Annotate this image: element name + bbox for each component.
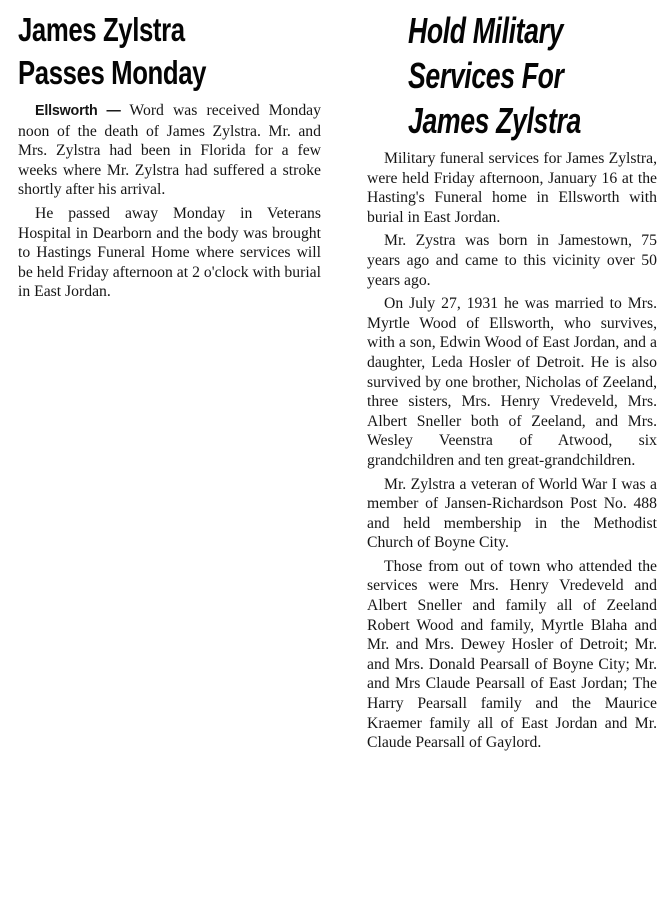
- left-headline: [18, 8, 252, 94]
- right-paragraph-4: Mr. Zylstra a veteran of World War I was a member of Jansen-Richardson Post No. 488 and held membership in the Methodist Church of Boyne City.: [367, 475, 657, 552]
- right-paragraph-5: Those from out of town who attended the services were Mrs. Henry Vredeveld and Albert Sneller and family all of Zeeland Robert Wood and family, Myrtle Blaha and Mr. and Mrs. Dewey Hosler of Detroit; Mr. and Mrs. Donald Pearsall of Boyne City; Mr. and Mrs Claude Pearsall of East Jordan; The Harry Pearsall family and the Maurice Kraemer family all of East Jordan and Mr. Claude Pearsall of Gaylord.: [367, 557, 657, 752]
- right-article-body: [367, 149, 657, 753]
- right-paragraph-2: Mr. Zystra was born in Jamestown, 75 years ago and came to this vicinity over 50 years ago.: [367, 232, 657, 289]
- right-paragraph-3: On July 27, 1931 he was married to Mrs. Myrtle Wood of Ellsworth, who survives, with a son, Edwin Wood of East Jordan, and a daughter, Leda Hosler of Detroit. He is also survived by one brother, Nicholas of Zeeland, three sisters, Mrs. Henry Vredeveld, Mrs. Albert Sneller both of Zeeland, and Mrs. Wesley Veenstra of Atwood, six grandchildren and ten great-grandchildren.: [367, 295, 657, 469]
- left-article-body: [18, 101, 321, 302]
- left-headline-line-2: Passes Monday: [18, 54, 207, 91]
- obituary-clipping-right: [350, 0, 664, 906]
- left-paragraph-1-text: Word was received Monday noon of the death of James Zylstra. Mr. and Mrs. Zylstra had been in Florida for a few weeks where Mr. Zylstra had suffered a stroke shortly after his arrival.: [18, 102, 321, 199]
- left-paragraph-2: He passed away Monday in Veterans Hospital in Dearborn and the body was brought to Hastings Funeral Home where services will be held Friday afternoon at 2 o'clock with burial in East Jordan.: [18, 204, 321, 301]
- obituary-clipping-left: [0, 0, 324, 380]
- left-headline-line-1: James Zylstra: [18, 11, 185, 48]
- right-paragraph-1: Military funeral services for James Zylstra, were held Friday afternoon, January 16 at the Hasting's Funeral home in Ellsworth with burial in East Jordan.: [367, 150, 657, 226]
- right-headline-line-3: James Zylstra: [408, 100, 581, 141]
- right-headline-line-1: Hold Military: [408, 10, 564, 51]
- left-paragraph-1: [18, 101, 321, 200]
- right-headline-line-2: Services For: [408, 55, 564, 96]
- dateline: Ellsworth —: [35, 103, 121, 119]
- right-headline: [408, 8, 600, 143]
